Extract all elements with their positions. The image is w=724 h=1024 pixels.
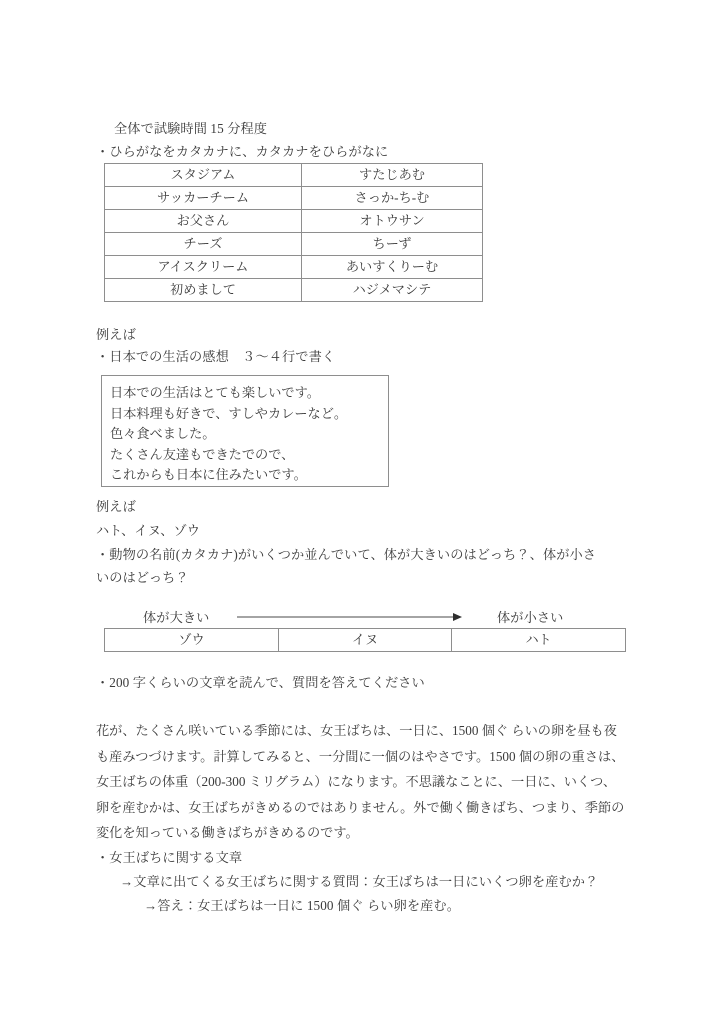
essay-answer-box — [101, 375, 389, 487]
passage-line: 卵を産むかは、女王ばちがきめるのではありません。外で働く働きばち、つまり、季節の — [96, 799, 625, 815]
section1-instruction: ・ひらがなをカタカナに、カタカナをひらがなに — [96, 144, 389, 159]
essay-line: これからも日本に住みたいです。 — [110, 467, 307, 482]
section3-example-label: 例えば — [96, 499, 136, 514]
table-row — [105, 233, 483, 256]
reading-passage — [96, 718, 632, 846]
kana-cell-right: あいすくりーむ — [302, 256, 483, 279]
section4-instruction: ・200 字くらいの文章を読んで、質問を答えてください — [96, 675, 425, 690]
table-row — [105, 629, 626, 652]
kana-cell-left: サッカーチーム — [105, 187, 302, 210]
kana-cell-left: アイスクリーム — [105, 256, 302, 279]
essay-line: 色々食べました。 — [110, 426, 216, 441]
kana-cell-left: 初めまして — [105, 279, 302, 302]
table-row — [105, 164, 483, 187]
passage-line: 変化を知っている働きばちがきめるのです。 — [96, 825, 359, 840]
section5-question: →文章に出てくる女王ばちに関する質問：女王ばちは一日にいくつ卵を産むか？ — [120, 874, 599, 889]
table-row — [105, 210, 483, 233]
animal-cell: イヌ — [279, 629, 452, 652]
essay-line: 日本料理も好きで、すしやカレーなど。 — [110, 405, 348, 421]
section3-instruction-line2: いのはどっち？ — [96, 570, 189, 585]
animal-cell: ゾウ — [105, 629, 279, 652]
size-arrow-icon — [237, 609, 463, 625]
kana-cell-right: さっか-ち-む — [302, 187, 483, 210]
section2-example-label: 例えば — [96, 327, 136, 342]
kana-conversion-table — [104, 163, 483, 302]
section2-instruction: ・日本での生活の感想 ３～４行で書く — [96, 349, 336, 364]
section5-answer: →答え：女王ばちは一日に 1500 個ぐ らい卵を産む。 — [144, 898, 461, 913]
essay-line: 日本での生活はとても楽しいです。 — [110, 385, 320, 400]
kana-cell-left: チーズ — [105, 233, 302, 256]
scale-left-label: 体が大きい — [143, 610, 210, 625]
section3-animal-list: ハト、イヌ、ゾウ — [96, 523, 201, 538]
kana-cell-left: お父さん — [105, 210, 302, 233]
table-row — [105, 256, 483, 279]
table-row — [105, 187, 483, 210]
passage-line: 花が、たくさん咲いている季節には、女王ばちは、一日に、1500 個ぐ らいの卵を昼も夜 — [96, 723, 617, 738]
scale-right-label: 体が小さい — [497, 610, 564, 625]
section5-topic: ・女王ばちに関する文章 — [96, 850, 243, 865]
passage-line: 女王ばちの体重（200-300 ミリグラム）になります。不思議なことに、一日に、いくつ、 — [96, 774, 617, 789]
section3-instruction-line1: ・動物の名前(カタカナ)がいくつか並んでいて、体が大きいのはどっち？、体が小さ — [96, 547, 597, 562]
table-row — [105, 279, 483, 302]
page-title: 全体で試験時間 15 分程度 — [114, 121, 268, 136]
kana-cell-left: スタジアム — [105, 164, 302, 187]
essay-line: たくさん友達もできたでので、 — [110, 446, 295, 462]
passage-line: も産みつづけます。計算してみると、一分間に一個のはやさです。1500 個の卵の重さは、 — [96, 748, 625, 764]
animal-size-table — [104, 628, 626, 652]
kana-cell-right: オトウサン — [302, 210, 483, 233]
animal-cell: ハト — [452, 629, 626, 652]
kana-cell-right: ハジメマシテ — [302, 279, 483, 302]
kana-cell-right: すたじあむ — [302, 164, 483, 187]
kana-cell-right: ちーず — [302, 233, 483, 256]
